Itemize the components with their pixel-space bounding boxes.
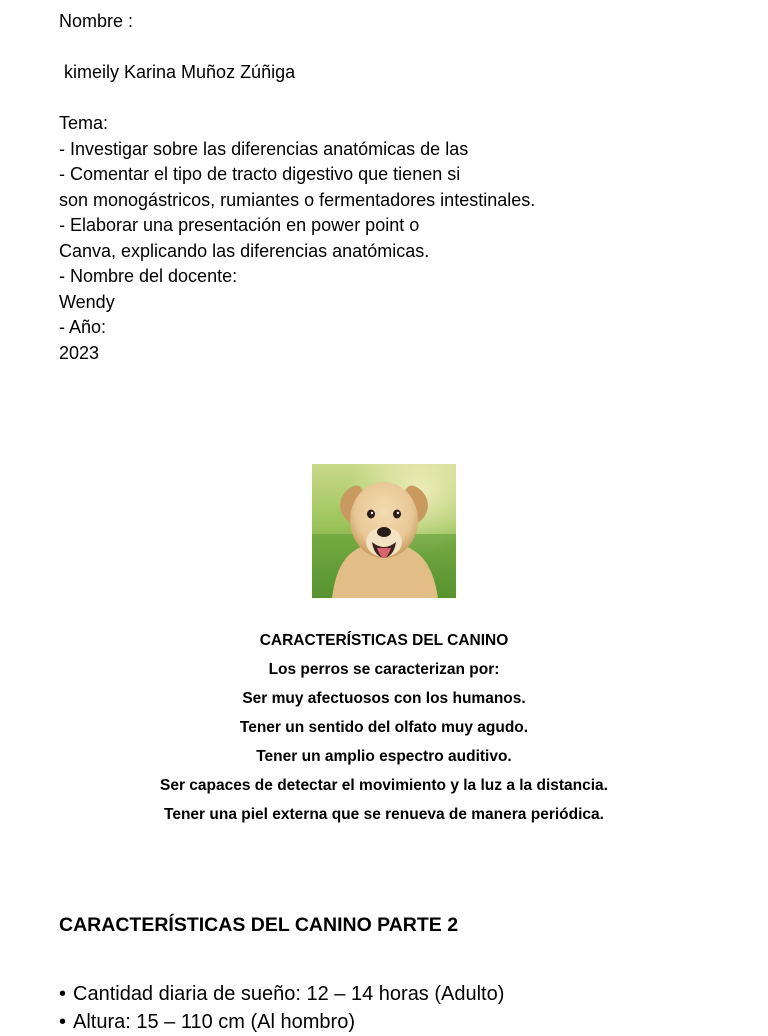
list-item-text: Altura: 15 – 110 cm (Al hombro) <box>73 1011 355 1033</box>
characteristic-item: Tener un amplio espectro auditivo. <box>256 748 512 765</box>
characteristic-item: Tener un sentido del olfato muy agudo. <box>239 719 529 736</box>
spacer <box>59 35 699 61</box>
assignment-header <box>59 9 699 366</box>
part2-bullet-list <box>59 980 504 1036</box>
teacher-name: Wendy <box>59 291 115 312</box>
dog-illustration <box>312 464 456 598</box>
year-value: 2023 <box>59 342 100 363</box>
teacher-label: - Nombre del docente: <box>59 266 238 286</box>
characteristic-item: Ser capaces de detectar el movimiento y la luz a la distancia. <box>160 777 608 794</box>
characteristic-item: Ser muy afectuosos con los humanos. <box>242 690 526 707</box>
topic-line: Canva, explicando las diferencias anatómicas. <box>59 240 430 261</box>
list-item <box>59 1008 504 1036</box>
section-intro: Los perros se caracterizan por: <box>268 661 500 678</box>
topic-line: - Comentar el tipo de tracto digestivo que tienen si <box>59 164 461 184</box>
characteristic-item: Tener una piel externa que se renueva de manera periódica. <box>164 806 604 823</box>
student-name: kimeily Karina Muñoz Zúñiga <box>59 62 296 82</box>
part2-title: CARACTERÍSTICAS DEL CANINO PARTE 2 <box>59 914 459 936</box>
bullet-icon: • <box>59 1011 67 1033</box>
topic-line: son monogástricos, rumiantes o fermentadores intestinales. <box>59 189 536 210</box>
bullet-icon: • <box>59 983 67 1005</box>
name-label: Nombre : <box>59 11 134 31</box>
spacer <box>59 86 699 112</box>
topic-line: - Investigar sobre las diferencias anatómicas de las <box>59 138 469 159</box>
topic-line: - Elaborar una presentación en power point o <box>59 215 420 235</box>
list-item-text: Cantidad diaria de sueño: 12 – 14 horas (Adulto) <box>73 983 505 1005</box>
list-item <box>59 980 504 1008</box>
dog-photo <box>312 464 456 598</box>
section-title: CARACTERÍSTICAS DEL CANINO <box>259 632 509 649</box>
canine-characteristics <box>40 626 728 829</box>
year-label: - Año: <box>59 317 107 337</box>
topic-label: Tema: <box>59 113 109 133</box>
